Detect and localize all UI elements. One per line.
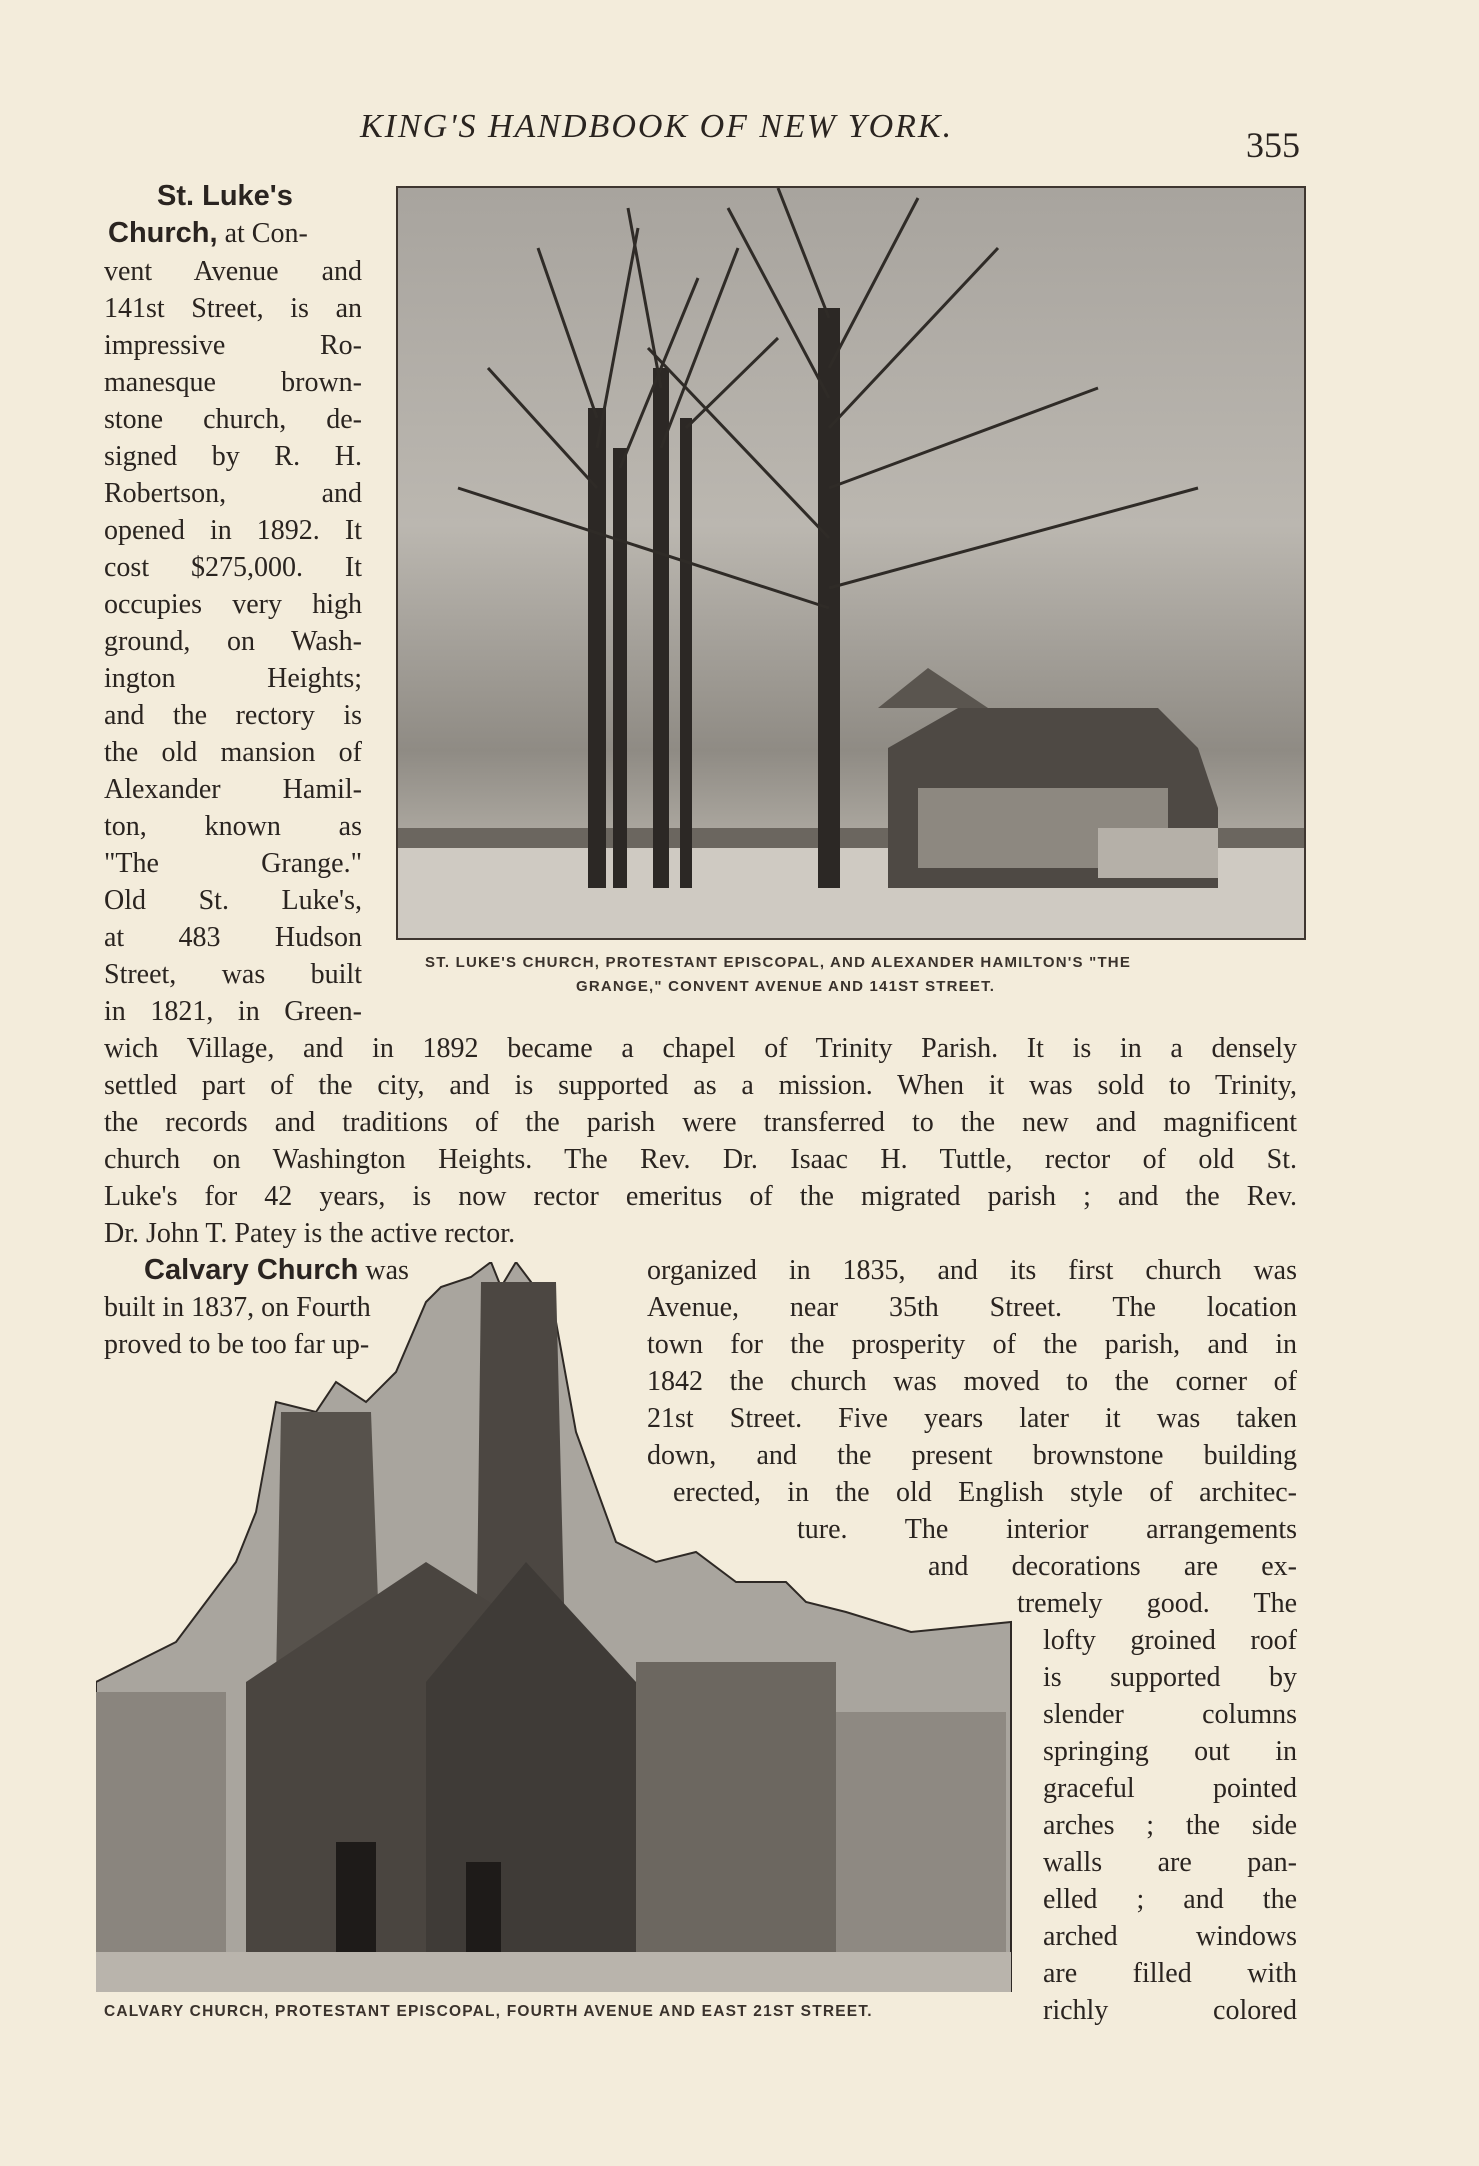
photo1-caption-line2: GRANGE," CONVENT AVENUE AND 141ST STREET.: [576, 978, 996, 995]
calvary-right-line: erected, in the old English style of architec-: [673, 1477, 1297, 1508]
calvary-right-line: is supported by: [1043, 1662, 1297, 1693]
calvary-right-line: Avenue, near 35th Street. The location: [647, 1292, 1297, 1323]
fullwidth-line: the records and traditions of the parish were transferred to the new and magnificent: [104, 1107, 1297, 1138]
calvary-right-line: are filled with: [1043, 1958, 1297, 1989]
stlukes-line: the old mansion of: [104, 737, 362, 768]
stlukes-line: occupies very high: [104, 589, 362, 620]
calvary-right-line: springing out in: [1043, 1736, 1297, 1767]
stlukes-line: Old St. Luke's,: [104, 885, 362, 916]
stlukes-line: in 1821, in Green-: [104, 996, 362, 1027]
stlukes-line: and the rectory is: [104, 700, 362, 731]
calvary-right-line: town for the prosperity of the parish, and in: [647, 1329, 1297, 1360]
stlukes-line: stone church, de-: [104, 404, 362, 435]
fullwidth-line: wich Village, and in 1892 became a chapel of Trinity Parish. It is in a densely: [104, 1033, 1297, 1064]
running-header: KING'S HANDBOOK OF NEW YORK.: [360, 108, 954, 145]
stlukes-line: 141st Street, is an: [104, 293, 362, 324]
stlukes-heading: [157, 178, 293, 215]
stlukes-line: signed by R. H.: [104, 441, 362, 472]
stlukes-line: Alexander Hamil-: [104, 774, 362, 805]
calvary-right-line: elled ; and the: [1043, 1884, 1297, 1915]
st-lukes-photo-illustration: [398, 188, 1304, 938]
stlukes-line: impressive Ro-: [104, 330, 362, 361]
photo2-caption: CALVARY CHURCH, PROTESTANT EPISCOPAL, FOURTH AVENUE AND EAST 21ST STREET.: [104, 2003, 873, 2020]
calvary-right-line: 21st Street. Five years later it was taken: [647, 1403, 1297, 1434]
calvary-right-line: richly colored: [1043, 1995, 1297, 2026]
calvary-left-line: proved to be too far up-: [104, 1329, 370, 1360]
calvary-right-line: 1842 the church was moved to the corner of: [647, 1366, 1297, 1397]
stlukes-heading-text: St. Luke's: [157, 180, 293, 212]
calvary-right-line: organized in 1835, and its first church was: [647, 1255, 1297, 1286]
stlukes-line: ington Heights;: [104, 663, 362, 694]
calvary-right-line: walls are pan-: [1043, 1847, 1297, 1878]
calvary-right-line: arched windows: [1043, 1921, 1297, 1952]
fullwidth-last-line: Dr. John T. Patey is the active rector.: [104, 1218, 516, 1249]
stlukes-line: Street, was built: [104, 959, 362, 990]
calvary-heading-rest: was: [358, 1255, 409, 1286]
calvary-right-line: ture. The interior arrangements: [797, 1514, 1297, 1545]
calvary-right-line: and decorations are ex-: [928, 1551, 1297, 1582]
stlukes-line: cost $275,000. It: [104, 552, 362, 583]
fullwidth-line: Luke's for 42 years, is now rector emeritus of the migrated parish ; and the Rev.: [104, 1181, 1297, 1212]
stlukes-line: ton, known as: [104, 811, 362, 842]
stlukes-line: ground, on Wash-: [104, 626, 362, 657]
stlukes-line: "The Grange.": [104, 848, 362, 879]
line1-rest: at Con-: [217, 218, 308, 249]
fullwidth-line: church on Washington Heights. The Rev. Dr. Isaac H. Tuttle, rector of old St.: [104, 1144, 1297, 1175]
calvary-right-line: slender columns: [1043, 1699, 1297, 1730]
stlukes-line: at 483 Hudson: [104, 922, 362, 953]
stlukes-line: Robertson, and: [104, 478, 362, 509]
church-bold: Church,: [108, 217, 218, 249]
stlukes-line: opened in 1892. It: [104, 515, 362, 546]
calvary-right-line: arches ; the side: [1043, 1810, 1297, 1841]
calvary-right-line: tremely good. The: [1017, 1588, 1297, 1619]
calvary-right-line: lofty groined roof: [1043, 1625, 1297, 1656]
calvary-right-line: down, and the present brownstone building: [647, 1440, 1297, 1471]
photo1-caption-line1: ST. LUKE'S CHURCH, PROTESTANT EPISCOPAL, AND ALEXANDER HAMILTON'S "THE: [425, 954, 1132, 971]
st-lukes-church-photo: [396, 186, 1306, 940]
stlukes-line: vent Avenue and: [104, 256, 362, 287]
stlukes-line1: [108, 215, 308, 252]
calvary-right-line: graceful pointed: [1043, 1773, 1297, 1804]
page-number: 355: [1246, 125, 1300, 165]
fullwidth-line: settled part of the city, and is supported as a mission. When it was sold to Trinity,: [104, 1070, 1297, 1101]
calvary-left-line: built in 1837, on Fourth: [104, 1292, 371, 1323]
calvary-heading: Calvary Church: [144, 1254, 359, 1286]
stlukes-line: manesque brown-: [104, 367, 362, 398]
